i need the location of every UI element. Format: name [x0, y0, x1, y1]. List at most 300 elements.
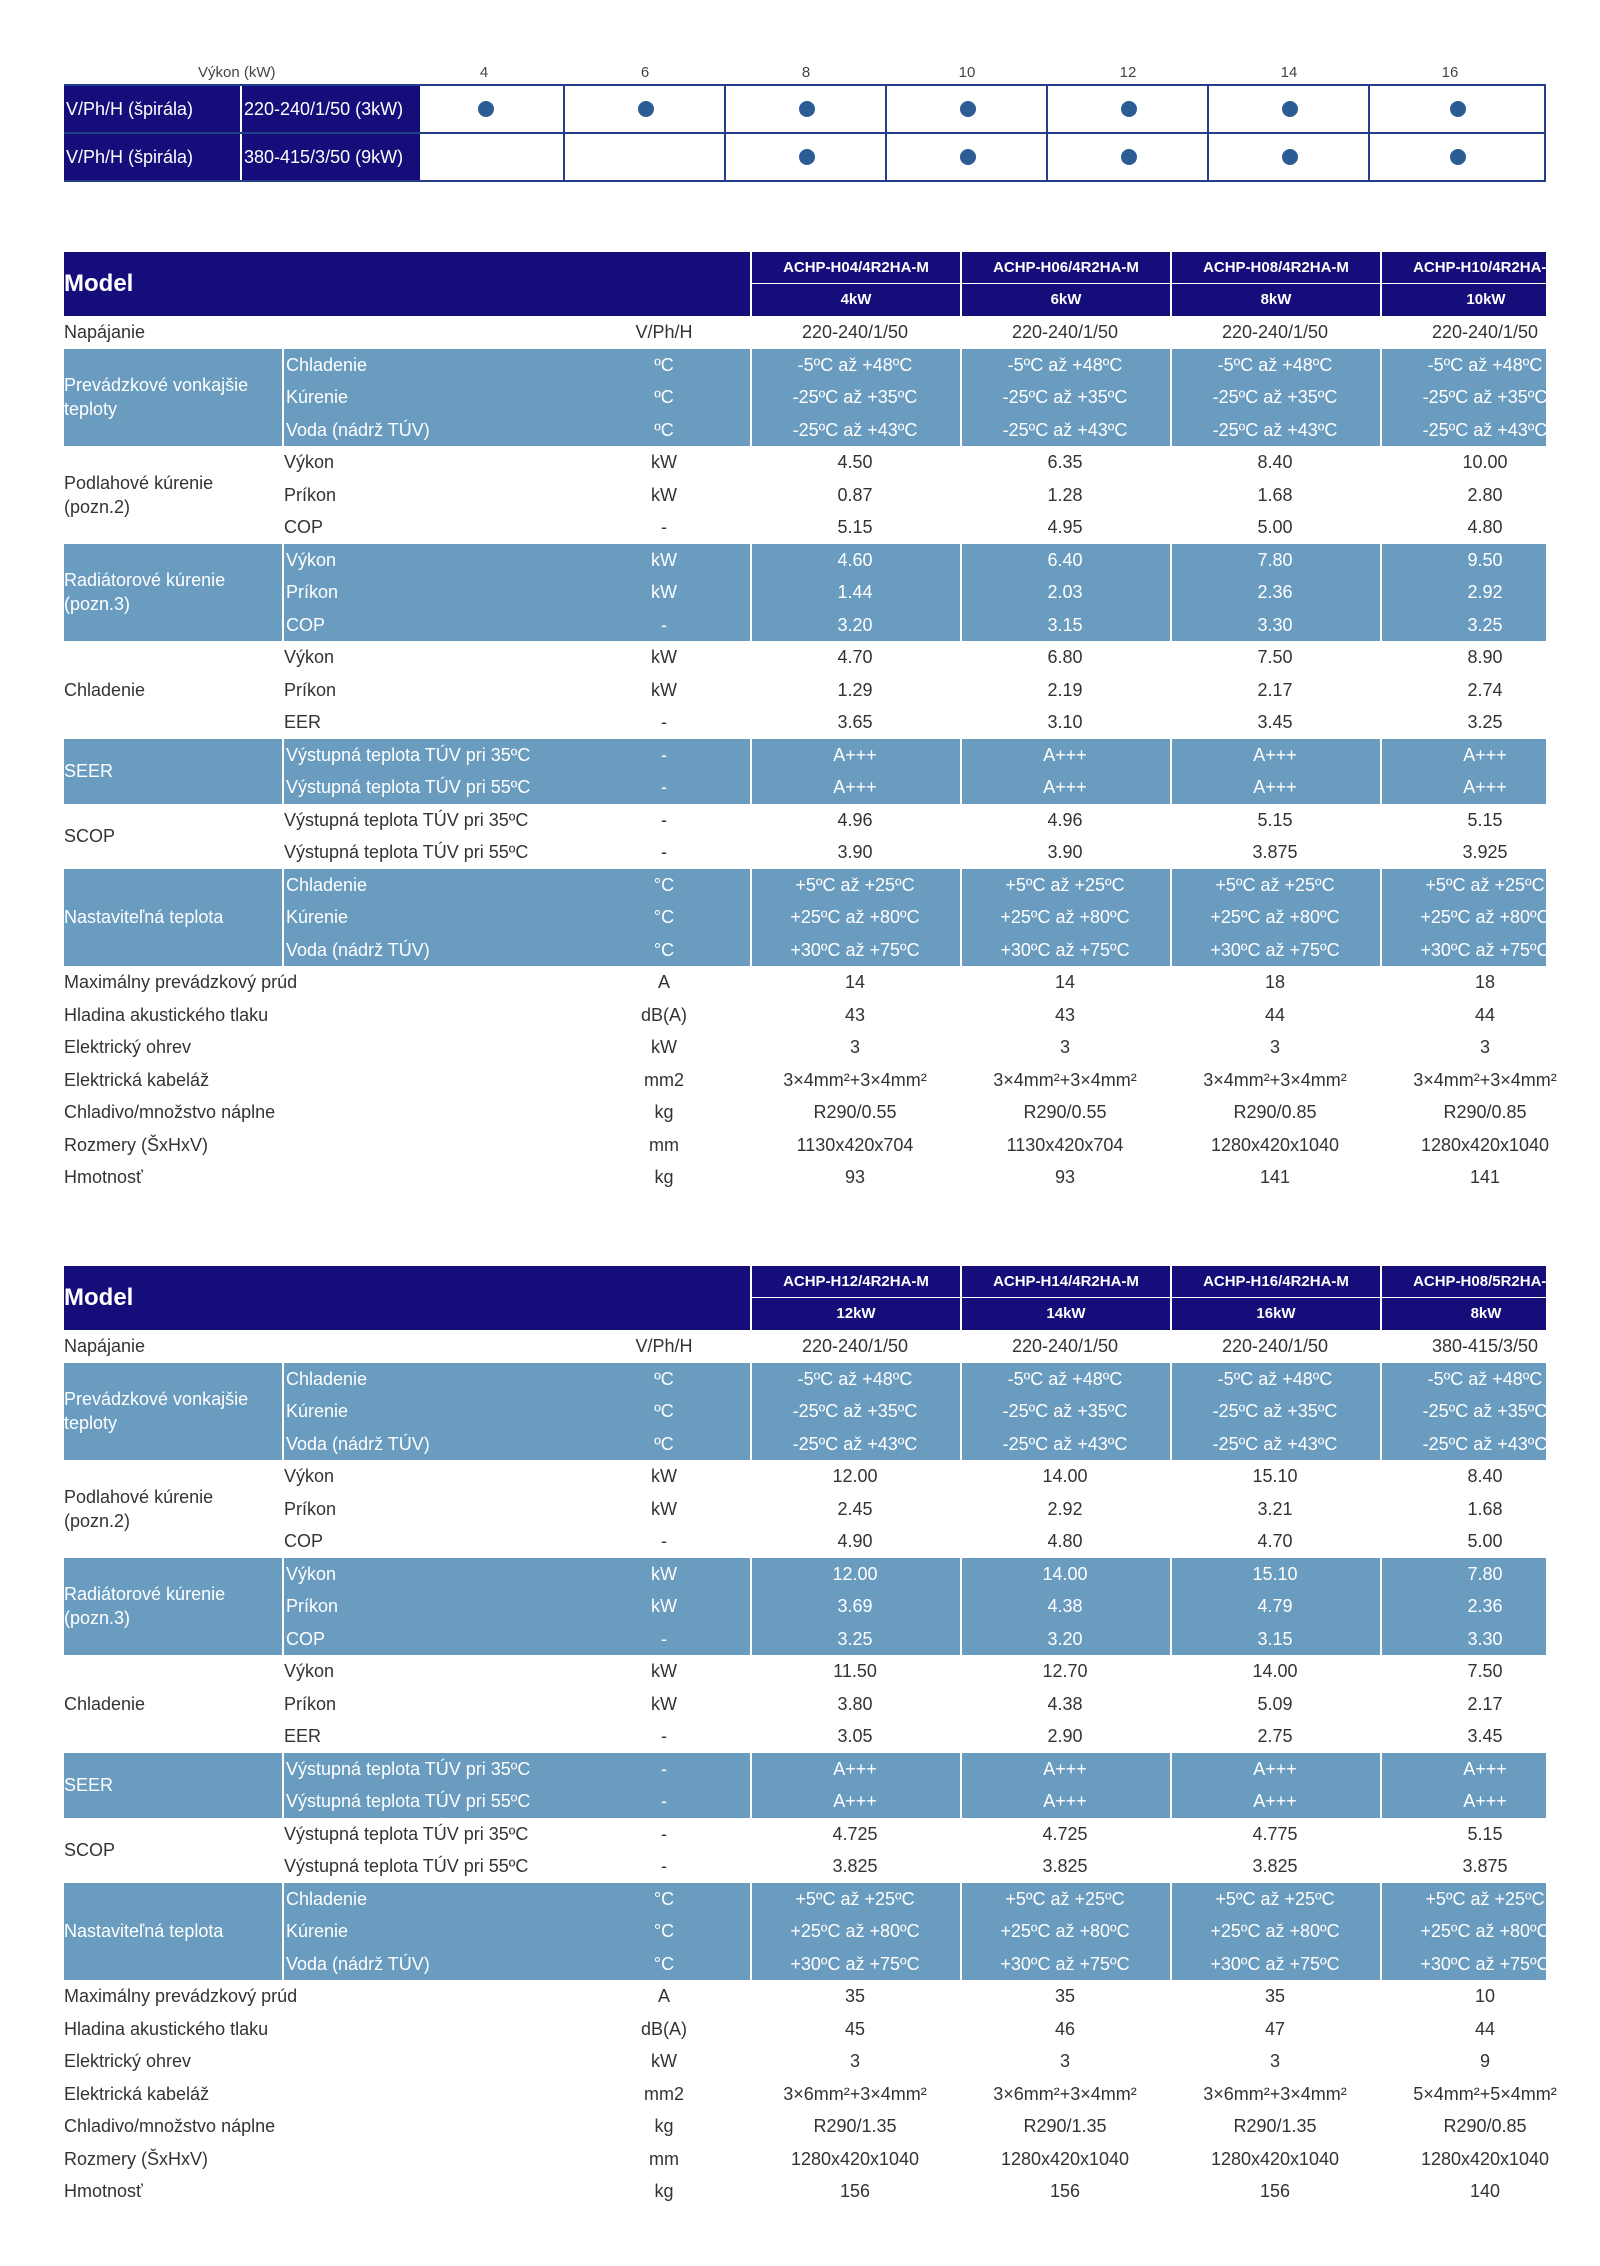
spec-group: [64, 1330, 1546, 1363]
row-value: 3×6mm²+3×4mm²: [1203, 2083, 1347, 2104]
row-value: 2.17: [1257, 679, 1293, 700]
header-divider: [960, 252, 962, 316]
model-capacity: 8kW: [1260, 291, 1292, 308]
row-value: 156: [1049, 2181, 1081, 2201]
row-value: -25ºC až +43ºC: [1422, 419, 1548, 440]
row-label: Výkon: [282, 1558, 586, 1591]
row-unit: mm2: [644, 2083, 684, 2104]
row-label: EER: [284, 1726, 322, 1746]
row-value: 220-240/1/50: [1011, 322, 1119, 342]
row-voltage-label: V/Ph/H (špirála): [64, 134, 242, 180]
row-value: -5ºC až +48ºC: [1217, 1368, 1333, 1389]
model-header: [64, 252, 1559, 316]
group-label: Nastaviteľná teplota: [64, 1921, 224, 1942]
row-value: 2.19: [1047, 679, 1083, 700]
row-unit: kW: [651, 1596, 677, 1616]
row-value: 3.30: [1467, 1628, 1503, 1649]
column-divider: [960, 1753, 962, 1818]
row-voltage-label: V/Ph/H (špirála): [64, 86, 242, 132]
spec-row: [64, 641, 1546, 674]
row-unit: kg: [654, 1102, 674, 1122]
group-label: Prevádzkové vonkajšie teploty: [64, 1389, 249, 1434]
spec-row: [64, 706, 1546, 739]
column-divider: [1380, 869, 1382, 967]
spec-row: [64, 771, 1546, 804]
spec-row: [64, 316, 1546, 349]
row-heater-label: 220-240/1/50 (3kW): [242, 86, 420, 132]
row-value: 8.90: [1467, 647, 1503, 667]
spec-group: [64, 1363, 1546, 1461]
spec-row: [64, 1655, 1546, 1688]
row-label: Voda (nádrž TÚV): [282, 1948, 586, 1981]
row-value: 3.25: [837, 1628, 873, 1649]
column-divider: [1380, 1558, 1382, 1656]
row-unit: kg: [654, 2181, 674, 2201]
row-value: 35: [1264, 1986, 1286, 2006]
availability-dot-icon: [1450, 101, 1466, 117]
column-divider: [750, 739, 752, 804]
row-value: -5ºC až +48ºC: [1217, 354, 1333, 375]
row-value: A+++: [1043, 1758, 1087, 1779]
row-value: R290/1.35: [1233, 2116, 1317, 2136]
row-value: A+++: [833, 1758, 877, 1779]
row-value: 11.50: [833, 1661, 877, 1681]
row-value: -25ºC až +35ºC: [1212, 387, 1338, 407]
row-value: 3×4mm²+3×4mm²: [783, 1069, 927, 1090]
row-unit: ºC: [654, 1401, 674, 1421]
model-capacity: 16kW: [1256, 1305, 1296, 1322]
row-value: R290/0.85: [1233, 1102, 1317, 1122]
row-label: Výstupná teplota TÚV pri 35ºC: [284, 1823, 529, 1844]
row-label: Hladina akustického tlaku: [64, 1004, 269, 1025]
row-label: Výstupná teplota TÚV pri 35ºC: [282, 1753, 586, 1786]
availability-cell: [1370, 86, 1546, 132]
row-label: Napájanie: [64, 322, 146, 342]
row-value: 3: [849, 2051, 860, 2071]
row-value: 2.80: [1467, 484, 1503, 505]
row-label: Kúrenie: [282, 901, 586, 934]
row-value: 1280x420x1040: [1210, 2148, 1340, 2169]
row-unit: -: [661, 614, 667, 635]
row-value: 1.28: [1047, 484, 1083, 505]
spec-row: [64, 1363, 1546, 1396]
row-value: 7.50: [1257, 647, 1293, 667]
row-value: 14: [1054, 972, 1076, 992]
row-value: 3.825: [832, 1856, 878, 1876]
spec-row: [64, 1428, 1546, 1461]
row-value: 3.69: [837, 1596, 873, 1616]
availability-dot-icon: [960, 101, 976, 117]
header-divider: [750, 1266, 752, 1330]
row-value: 1.68: [1257, 484, 1293, 505]
spec-row: [64, 2143, 1550, 2176]
row-value: +25ºC až +80ºC: [1210, 907, 1340, 927]
availability-dot-icon: [1121, 149, 1137, 165]
model-capacity: 10kW: [1466, 291, 1506, 308]
column-divider: [960, 1883, 962, 1981]
row-unit: -: [661, 842, 667, 862]
row-label: Voda (nádrž TÚV): [282, 934, 586, 967]
spec-row: [64, 1850, 1546, 1883]
row-value: 35: [1054, 1986, 1076, 2006]
row-value: 3×6mm²+3×4mm²: [993, 2083, 1137, 2104]
model-name: ACHP-H08/5R2HA-M: [1382, 1266, 1590, 1298]
row-unit: -: [661, 809, 667, 830]
row-value: 4.725: [1042, 1823, 1088, 1844]
row-value: 220-240/1/50: [1221, 322, 1329, 342]
header-divider: [1380, 1266, 1382, 1330]
row-label: Elektrická kabeláž: [64, 2083, 210, 2104]
row-value: 8.40: [1257, 452, 1293, 472]
group-label: SCOP: [64, 826, 116, 846]
column-divider: [1380, 1363, 1382, 1461]
row-value: +30ºC až +75ºC: [1420, 1953, 1550, 1974]
row-value: 1.29: [837, 679, 873, 700]
row-value: 4.38: [1047, 1596, 1083, 1616]
row-value: +25ºC až +80ºC: [1000, 907, 1130, 927]
capacity-12: 12: [1119, 64, 1137, 81]
spec-row: [64, 966, 1546, 999]
row-value: -5ºC až +48ºC: [1007, 354, 1123, 375]
row-value: -5ºC až +48ºC: [797, 1368, 913, 1389]
row-unit: kW: [651, 484, 677, 505]
capacity-4: 4: [479, 64, 489, 81]
row-value: 8.40: [1467, 1466, 1503, 1486]
row-unit: kW: [651, 582, 677, 602]
row-value: 156: [839, 2181, 871, 2201]
row-value: 5.15: [837, 517, 873, 537]
availability-cell: [1370, 134, 1546, 180]
row-label: Hladina akustického tlaku: [64, 2018, 269, 2039]
row-value: A+++: [1463, 777, 1507, 797]
row-value: +5ºC až +25ºC: [795, 1888, 915, 1909]
row-unit: kW: [651, 1466, 677, 1486]
row-unit: kW: [651, 1693, 677, 1714]
availability-dot-icon: [799, 101, 815, 117]
row-unit: ºC: [654, 1433, 674, 1454]
availability-dot-icon: [478, 101, 494, 117]
row-unit: dB(A): [640, 2018, 687, 2039]
row-value: 1130x420x704: [796, 1134, 914, 1155]
row-value: 1280x420x1040: [1420, 1134, 1550, 1155]
spec-table-2: [64, 1266, 1559, 2208]
group-label: Podlahové kúrenie (pozn.2): [64, 1486, 214, 1531]
row-value: 3.30: [1257, 614, 1293, 635]
row-value: 2.74: [1467, 679, 1503, 700]
row-value: 3×4mm²+3×4mm²: [1413, 1069, 1557, 1090]
row-value: 0.87: [837, 484, 873, 505]
row-value: 3.90: [1047, 842, 1083, 862]
row-value: -25ºC až +43ºC: [1002, 1433, 1128, 1454]
spec-row: [64, 836, 1546, 869]
row-value: A+++: [1253, 1758, 1297, 1779]
row-label: Maximálny prevádzkový prúd: [64, 972, 298, 992]
row-value: 1.68: [1467, 1498, 1503, 1519]
row-label: Chladenie: [282, 869, 586, 902]
row-value: +25ºC až +80ºC: [1420, 907, 1550, 927]
spec-row: [64, 1980, 1546, 2013]
row-value: 3.45: [1467, 1726, 1503, 1746]
row-value: -25ºC až +43ºC: [792, 1433, 918, 1454]
row-value: R290/0.55: [1023, 1102, 1107, 1122]
row-label: Maximálny prevádzkový prúd: [64, 1986, 298, 2006]
row-value: +5ºC až +25ºC: [1425, 1888, 1545, 1909]
row-value: +5ºC až +25ºC: [1005, 1888, 1125, 1909]
column-divider: [1170, 1363, 1172, 1461]
spec-row: [64, 1161, 1546, 1194]
capacity-16: 16: [1441, 64, 1459, 81]
row-unit: A: [657, 1986, 670, 2006]
row-value: 12.70: [1042, 1661, 1088, 1681]
column-divider: [750, 1363, 752, 1461]
row-value: 3.925: [1462, 842, 1508, 862]
spec-row: [64, 511, 1546, 544]
row-unit: A: [657, 972, 670, 992]
row-value: +5ºC až +25ºC: [1215, 1888, 1335, 1909]
row-value: -5ºC až +48ºC: [797, 354, 913, 375]
row-value: -25ºC až +43ºC: [1422, 1433, 1548, 1454]
row-value: 2.17: [1467, 1693, 1503, 1714]
row-value: 220-240/1/50: [1221, 1336, 1329, 1356]
group-label: Prevádzkové vonkajšie teploty: [64, 375, 249, 420]
row-value: -25ºC až +43ºC: [1212, 1433, 1338, 1454]
row-value: 3.45: [1257, 712, 1293, 732]
group-label: Chladenie: [64, 1693, 146, 1714]
row-unit: °C: [653, 874, 675, 895]
row-value: 5.15: [1467, 809, 1503, 830]
row-value: 3×4mm²+3×4mm²: [1203, 1069, 1347, 1090]
row-label: Hmotnosť: [64, 1167, 143, 1187]
column-divider: [1380, 1753, 1382, 1818]
spec-row: [64, 1525, 1546, 1558]
row-value: 4.775: [1252, 1823, 1298, 1844]
row-value: +30ºC až +75ºC: [790, 1953, 920, 1974]
model-title: Model: [64, 270, 134, 297]
row-value: 45: [844, 2018, 866, 2039]
row-unit: -: [661, 1791, 667, 1811]
row-value: 5.15: [1257, 809, 1293, 830]
row-value: 3.25: [1467, 712, 1503, 732]
row-value: 6.35: [1047, 452, 1083, 472]
row-unit: -: [661, 777, 667, 797]
row-label: Rozmery (ŠxHxV): [64, 1134, 209, 1155]
column-divider: [1170, 1753, 1172, 1818]
spec-table-1: [64, 252, 1559, 1194]
row-unit: ºC: [654, 419, 674, 440]
column-divider: [1380, 739, 1382, 804]
row-value: 44: [1264, 1004, 1286, 1025]
capacity-14: 14: [1280, 64, 1298, 81]
row-value: 44: [1474, 1004, 1496, 1025]
column-divider: [750, 544, 752, 642]
row-label: Chladenie: [282, 1363, 586, 1396]
row-label: COP: [284, 517, 324, 537]
row-unit: °C: [653, 1888, 675, 1909]
model-name: ACHP-H04/4R2HA-M: [752, 252, 960, 284]
row-unit: ºC: [654, 1368, 674, 1389]
power-label: Výkon (kW): [198, 64, 276, 81]
spec-group: [64, 446, 1546, 544]
row-value: -25ºC až +35ºC: [792, 1401, 918, 1421]
row-value: A+++: [1043, 777, 1087, 797]
row-value: 4.80: [1047, 1531, 1083, 1551]
spec-row: [64, 1395, 1546, 1428]
row-value: 3.15: [1047, 614, 1083, 635]
row-value: 4.38: [1047, 1693, 1083, 1714]
availability-cell: [1209, 134, 1370, 180]
row-value: -25ºC až +35ºC: [792, 387, 918, 407]
row-unit: -: [661, 1823, 667, 1844]
row-value: 15.10: [1252, 1563, 1298, 1584]
row-value: 1280x420x1040: [1210, 1134, 1340, 1155]
row-label: Rozmery (ŠxHxV): [64, 2148, 209, 2169]
model-capacity: 12kW: [836, 1305, 876, 1322]
row-value: 14.00: [1042, 1466, 1088, 1486]
column-divider: [1380, 349, 1382, 447]
spec-row: [64, 1558, 1546, 1591]
spec-row: [64, 1031, 1546, 1064]
spec-row: [64, 1129, 1550, 1162]
row-label: Napájanie: [64, 1336, 146, 1356]
row-value: 15.10: [1252, 1466, 1298, 1486]
column-divider: [1170, 739, 1172, 804]
row-unit: -: [661, 1726, 667, 1746]
row-value: R290/1.35: [813, 2116, 897, 2136]
spec-row: [64, 1753, 1546, 1786]
row-label: Výstupná teplota TÚV pri 55ºC: [284, 842, 529, 862]
model-name: ACHP-H08/4R2HA-M: [1172, 252, 1380, 284]
row-value: 93: [1054, 1167, 1076, 1187]
row-value: 12.00: [832, 1466, 878, 1486]
spec-row: [64, 1720, 1546, 1753]
availability-row: [64, 84, 1546, 134]
row-value: 4.70: [837, 647, 873, 667]
row-value: +25ºC až +80ºC: [790, 1921, 920, 1941]
availability-cell: [887, 134, 1048, 180]
row-value: 1280x420x1040: [1420, 2148, 1550, 2169]
row-label: Príkon: [284, 679, 337, 700]
row-value: 4.96: [837, 809, 873, 830]
row-value: -25ºC až +35ºC: [1002, 1401, 1128, 1421]
spec-row: [64, 381, 1546, 414]
spec-group: [64, 1753, 1546, 1818]
row-value: 3×6mm²+3×4mm²: [783, 2083, 927, 2104]
availability-cell: [565, 134, 726, 180]
row-unit: kg: [654, 2116, 674, 2136]
row-value: 4.80: [1467, 517, 1503, 537]
row-label: EER: [284, 712, 322, 732]
row-value: 3.15: [1257, 1628, 1293, 1649]
row-value: 220-240/1/50: [1431, 322, 1539, 342]
row-value: 35: [844, 1986, 866, 2006]
model-name: ACHP-H10/4R2HA-M: [1382, 252, 1590, 284]
spec-row: [64, 576, 1546, 609]
row-value: A+++: [1253, 744, 1297, 765]
row-value: +30ºC až +75ºC: [1000, 1953, 1130, 1974]
row-value: 6.40: [1047, 549, 1083, 570]
column-divider: [960, 544, 962, 642]
column-divider: [1170, 349, 1172, 447]
row-unit: mm: [649, 1134, 679, 1155]
row-unit: °C: [653, 939, 675, 960]
row-value: +25ºC až +80ºC: [1420, 1921, 1550, 1941]
spec-row: [64, 901, 1550, 934]
row-label: Kúrenie: [282, 1395, 586, 1428]
row-value: 2.92: [1467, 582, 1503, 602]
spec-row: [64, 1688, 1546, 1721]
row-label: Výstupná teplota TÚV pri 55ºC: [282, 1785, 586, 1818]
row-label: Kúrenie: [282, 381, 586, 414]
row-label: Príkon: [284, 1693, 337, 1714]
row-value: 3.65: [837, 712, 873, 732]
row-label: Chladivo/množstvo náplne: [64, 1102, 276, 1122]
row-value: 46: [1054, 2018, 1076, 2039]
row-value: -25ºC až +35ºC: [1212, 1401, 1338, 1421]
row-value: 3.875: [1462, 1856, 1508, 1876]
model-capacity: 14kW: [1046, 1305, 1086, 1322]
row-heater-label: 380-415/3/50 (9kW): [242, 134, 420, 180]
row-value: 2.90: [1047, 1726, 1083, 1746]
row-value: 3.21: [1257, 1498, 1293, 1519]
row-value: A+++: [1253, 777, 1297, 797]
spec-group: [64, 739, 1546, 804]
row-value: R290/0.85: [1443, 2116, 1527, 2136]
spec-row: [64, 349, 1546, 382]
row-value: R290/0.55: [813, 1102, 897, 1122]
spec-group: [64, 349, 1546, 447]
row-unit: kW: [651, 452, 677, 472]
row-label: Výkon: [284, 1466, 335, 1486]
row-value: A+++: [833, 744, 877, 765]
spec-row: [64, 674, 1546, 707]
spec-row: [64, 2078, 1557, 2111]
group-label: Nastaviteľná teplota: [64, 907, 224, 928]
row-value: 5×4mm²+5×4mm²: [1413, 2083, 1557, 2104]
column-divider: [750, 349, 752, 447]
row-label: Elektrická kabeláž: [64, 1069, 210, 1090]
row-value: A+++: [1463, 1758, 1507, 1779]
row-value: R290/1.35: [1023, 2116, 1107, 2136]
column-divider: [960, 1363, 962, 1461]
spec-group: [64, 1883, 1550, 1981]
column-divider: [960, 739, 962, 804]
spec-group: [64, 544, 1546, 642]
row-value: 10.00: [1462, 452, 1508, 472]
row-value: 5.09: [1257, 1693, 1293, 1714]
availability-dot-icon: [799, 149, 815, 165]
spec-row: [64, 414, 1546, 447]
group-label: SEER: [64, 1775, 114, 1795]
spec-group: [64, 966, 1557, 1194]
row-value: +5ºC až +25ºC: [1425, 874, 1545, 895]
row-label: COP: [282, 1623, 586, 1656]
row-label: Príkon: [282, 576, 586, 609]
row-value: 3.20: [837, 614, 873, 635]
spec-row: [64, 1915, 1550, 1948]
row-value: 2.03: [1047, 582, 1083, 602]
model-capacity: 6kW: [1050, 291, 1082, 308]
spec-row: [64, 934, 1550, 967]
row-value: 2.36: [1467, 1596, 1503, 1616]
row-value: 3.825: [1252, 1856, 1298, 1876]
spec-row: [64, 739, 1546, 772]
row-unit: kW: [651, 1563, 677, 1584]
row-value: 4.50: [837, 452, 873, 472]
row-label: COP: [284, 1531, 324, 1551]
row-unit: °C: [653, 1953, 675, 1974]
row-value: 3: [849, 1037, 860, 1057]
row-value: +30ºC až +75ºC: [790, 939, 920, 960]
